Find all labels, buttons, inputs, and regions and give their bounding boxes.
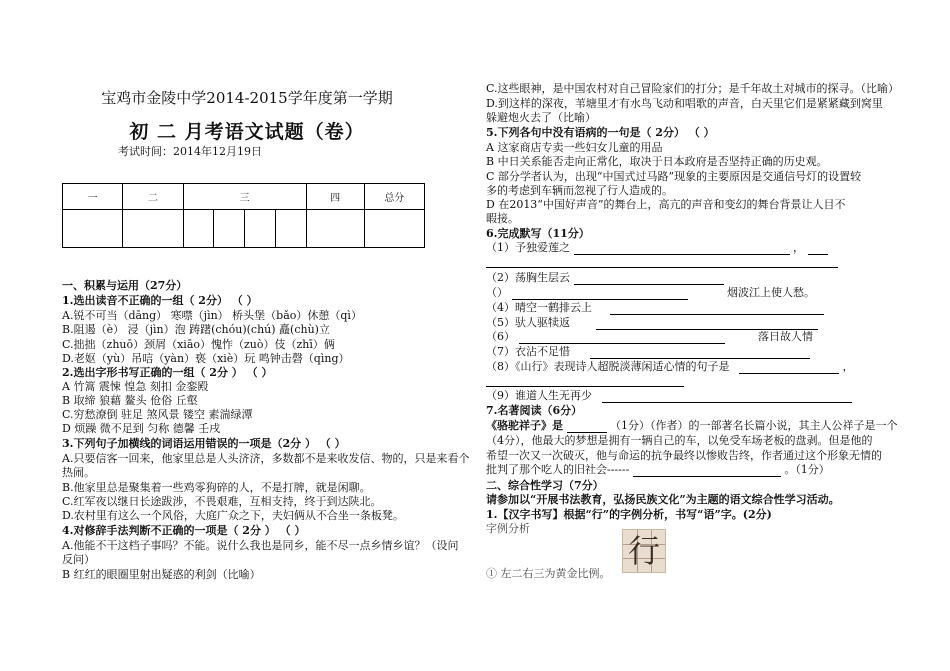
q3-option-b: B.他家里总是聚集着一些鸡零狗碎的人，不是打牌，就是闲聊。: [62, 481, 371, 494]
score-cell[interactable]: [123, 210, 183, 248]
q6-blank-1[interactable]: [574, 254, 790, 255]
q6-item-4: （4）晴空一鹤排云上: [486, 301, 824, 315]
section-1-heading: 一、积累与运用（27分）: [62, 279, 188, 292]
q6-blank-2[interactable]: [574, 284, 724, 285]
score-cell[interactable]: [306, 210, 364, 248]
exam-time: 考试时间：2014年12月19日: [118, 145, 262, 158]
q6-blank-8b[interactable]: [486, 376, 684, 387]
q1-option-d: D.老妪（yù）吊唁（yàn）亵（xiè）玩 鸣钟击磬（qìng）: [62, 352, 350, 365]
q2-option-c: C.穷愁潦倒 驻足 煞风景 镂空 素湍绿潭: [62, 408, 253, 421]
q2-option-b: B 取缔 狼藉 鳌头 伧俗 丘壑: [62, 394, 198, 407]
q7-blank-society[interactable]: [633, 476, 781, 477]
score-header-total: 总分: [364, 184, 424, 210]
q1-option-c: C.拙拙（zhuō）颈屑（xiāo）愧怍（zuò）伎（zhī）俩: [62, 338, 335, 351]
q5-option-d-cont: 暇接。: [486, 212, 519, 225]
q6-blank-6[interactable]: [519, 343, 725, 344]
q2-option-d: D 烦躁 微不足到 匀称 德馨 壬戌: [62, 422, 221, 435]
score-cell[interactable]: [364, 210, 424, 248]
sample-character: 行: [627, 532, 660, 570]
q3-option-a-cont: 热闹。: [62, 466, 95, 479]
q6-item-1: （1）予独爱莲之 ，: [486, 241, 828, 255]
q6-blank-line[interactable]: [486, 257, 838, 268]
school-term-title: 宝鸡市金陵中学2014-2015学年度第一学期: [101, 89, 393, 107]
q7-line-2: （4分），他最大的梦想是拥有一辆自己的车，以免受车场老板的盘剥。但是他的: [486, 434, 873, 447]
q1-option-b: B.阻遏（è） 浸（jìn）泡 踌躇(chóu)(chú) 矗(chù)立: [62, 323, 330, 336]
calligraphy-sample-image: [622, 529, 666, 573]
q3-option-d: D.农村里有这么一个风俗，大庭广众之下，夫妇俩从不合坐一条板凳。: [62, 509, 404, 522]
q4-option-a-cont: 反问）: [62, 553, 95, 566]
q7-stem: 7.名著阅读（6分）: [486, 404, 583, 417]
q8-stem: 1.【汉字书写】根据“行”的字例分析，书写“语”字。(2分): [486, 508, 772, 521]
q6-item-6: （6） 落日故人情: [486, 330, 813, 343]
q3-option-a: A.只要信客一回来，他家里总是人头济济，多数都不是来收发信、物的，只是来看个: [62, 452, 470, 465]
score-cell[interactable]: [183, 210, 214, 248]
sample-analysis-label: 字例分析: [486, 522, 530, 535]
score-table: [62, 183, 425, 248]
q6-item-3: （） 烟波江上使人愁。: [486, 286, 815, 299]
score-cell[interactable]: [63, 210, 123, 248]
score-header-3: 三: [183, 184, 306, 210]
q6-blank-9[interactable]: [602, 402, 852, 403]
score-cell[interactable]: [275, 210, 306, 248]
q3-stem: 3.下列句子加横线的词语运用错误的一项是（2分 ） （ ）: [62, 437, 346, 450]
q6-item-8: （8）《山行》表现诗人超脱淡薄闲适心情的句子是 ，: [486, 360, 854, 373]
q2-option-a: A 竹篙 震悚 惶急 刻扣 金銮殿: [62, 380, 209, 393]
score-cell[interactable]: [245, 210, 276, 248]
q6-item-9: （9）谁道人生无再少: [486, 389, 852, 403]
q7-line-4: 批判了那个吃人的旧社会------ 。（1分）: [486, 463, 830, 476]
q5-option-c: C 部分学者认为，出现“中国式过马路”现象的主要原因是交通信号灯的设置较: [486, 170, 862, 183]
section-2-heading: 二、综合性学习（7分）: [486, 479, 604, 492]
q6-blank-8[interactable]: [739, 373, 839, 374]
q1-option-a: A.锐不可当（dāng） 寒噤（jìn） 桥头堡（bǎo）休憩（qì）: [62, 309, 362, 322]
q4-option-d-cont: 躲避炮火去了（比喻）: [486, 111, 596, 124]
q5-option-d: D 在2013“中国好声音”的舞台上，高亢的声音和变幻的舞台背景让人目不: [486, 198, 846, 211]
q4-option-d: D.到这样的深夜，苇塘里才有水鸟飞动和唱歌的声音，白天里它们是紧紧藏到窝里: [486, 97, 883, 110]
q3-option-c: C.红军夜以继日长途跋涉，不畏艰难，互相支持，终于到达陕北。: [62, 495, 382, 508]
score-header-2: 二: [123, 184, 183, 210]
q1-stem: 1.选出读音不正确的一组（ 2分） （ ）: [62, 294, 258, 307]
q5-option-a: A 这家商店专卖一些妇女儿童的用品: [486, 141, 663, 154]
sample-analysis-point-1: ① 左二右三为黄金比例。: [486, 567, 611, 580]
section-2-intro: 请参加以“开展书法教育，弘扬民族文化”为主题的语文综合性学习活动。: [486, 493, 840, 506]
score-cell[interactable]: [214, 210, 245, 248]
q5-option-b: B 中日关系能否走向正常化，取决于日本政府是否坚持正确的历史观。: [486, 155, 828, 168]
exam-title: 初 二 月考语文试题（卷）: [129, 121, 365, 143]
q6-item-5: （5）驮人驱犊返: [486, 316, 818, 330]
q6-blank-3[interactable]: [512, 299, 688, 300]
q4-option-a: A.他能不干这档子事吗？不能。说什么我也是同乡，能不尽一点乡情乡谊？（设问: [62, 539, 459, 552]
score-header-1: 一: [63, 184, 123, 210]
q7-line-1: 《骆驼祥子》是 （1分）（作者）的一部著名长篇小说，其主人公祥子是一个: [486, 419, 898, 432]
q6-stem: 6.完成默写（11分）: [486, 227, 590, 240]
q4-option-b: B 红红的眼圈里射出疑惑的利剑（比喻）: [62, 568, 261, 581]
q7-line-3: 希望一次又一次破灭，他与命运的抗争最终以惨败告终，作者通过这个形象无情的: [486, 449, 882, 462]
q6-blank-4[interactable]: [610, 314, 824, 315]
q7-blank-author[interactable]: [567, 432, 607, 433]
q5-option-c-cont: 多的考虑到车辆而忽视了行人造成的。: [486, 184, 673, 197]
q5-stem: 5.下列各句中没有语病的一句是（ 2分） （ ）: [486, 126, 715, 139]
q6-item-2: （2）荡胸生层云: [486, 271, 724, 285]
q6-blank-7[interactable]: [590, 358, 810, 359]
score-header-4: 四: [306, 184, 364, 210]
q4-stem: 4.对修辞手法判断不正确的一项是（ 2分 ） （ ）: [62, 524, 306, 537]
q4-option-c: C.这些眼神，是中国农村对自己冒险家们的打分；是千年故土对城市的探寻。（比喻）: [486, 82, 900, 95]
q2-stem: 2.选出字形书写正确的一组（ 2分 ） （ ）: [62, 366, 273, 379]
q6-blank-1b[interactable]: [808, 254, 828, 255]
q6-item-7: （7）衣沾不足惜: [486, 345, 810, 359]
